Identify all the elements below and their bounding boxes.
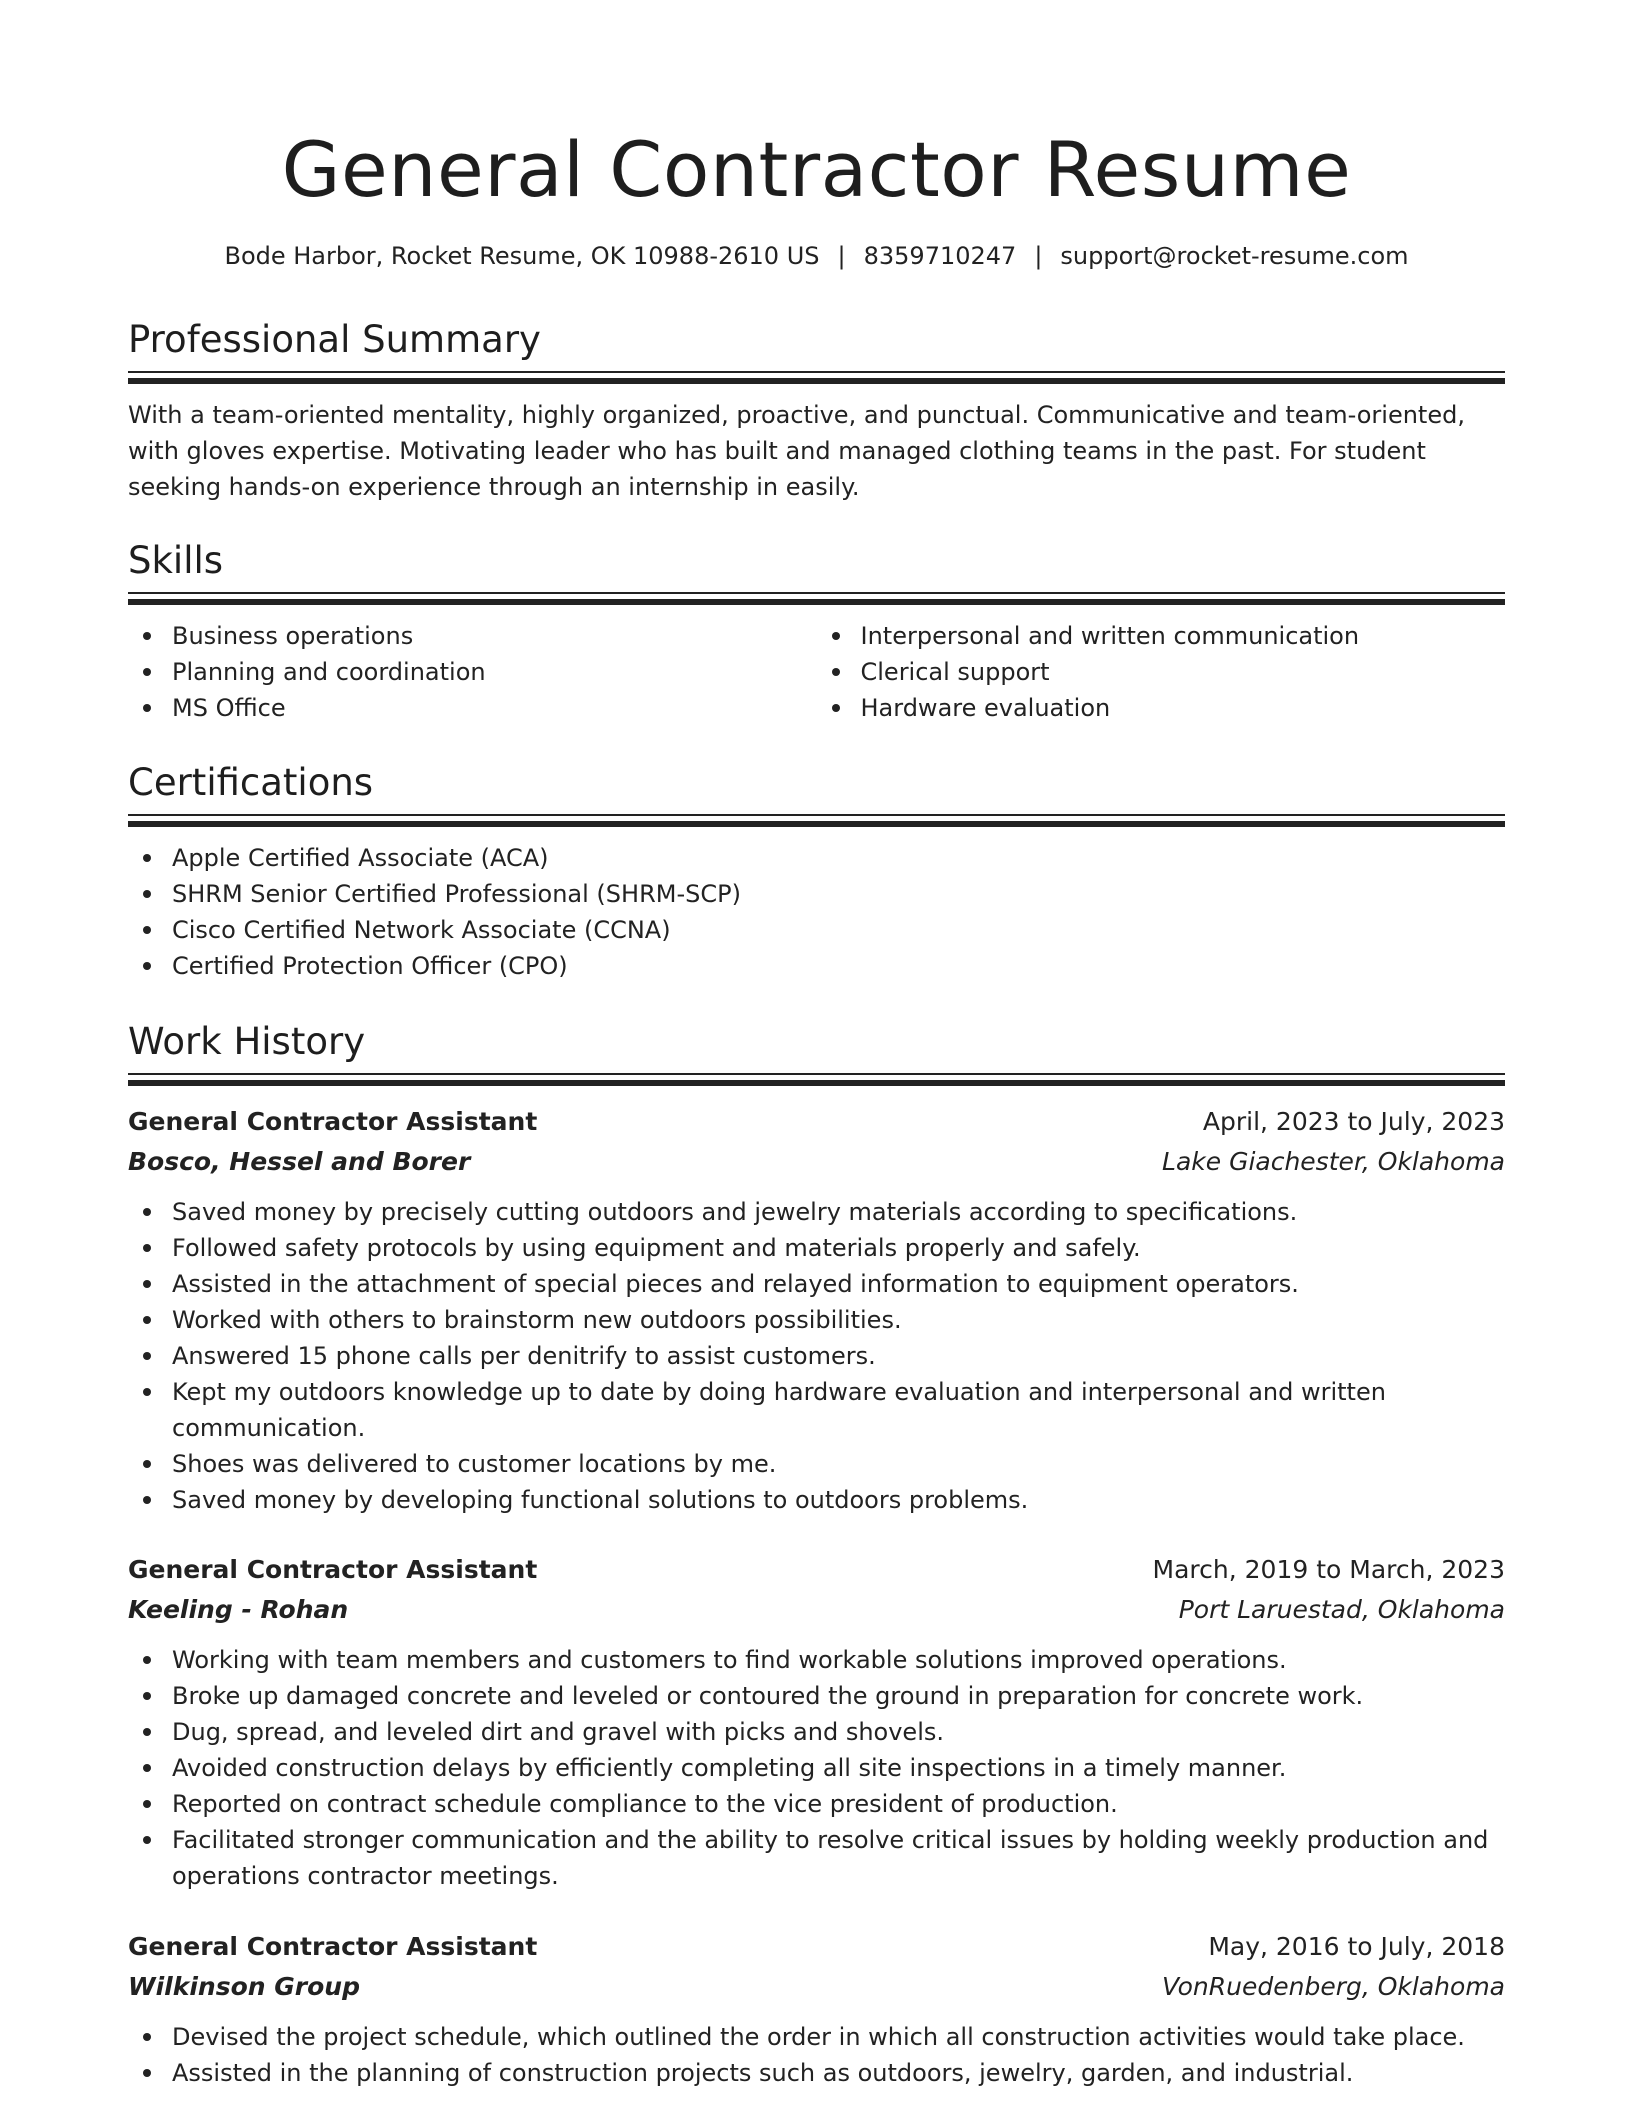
skills-list-right — [817, 618, 1506, 726]
job-bullet: Dug, spread, and leveled dirt and gravel with picks and shovels. — [128, 1714, 1505, 1750]
job-company: Bosco, Hessel and Borer — [128, 1147, 471, 1176]
job-bullet: Assisted in the planning of construction projects such as outdoors, jewelry, garden, and industrial. — [128, 2055, 1505, 2091]
job-bullet: Answered 15 phone calls per denitrify to assist customers. — [128, 1338, 1505, 1374]
contact-phone: 8359710247 — [863, 242, 1017, 270]
job-bullet: Saved money by precisely cutting outdoors and jewelry materials according to specifications. — [128, 1194, 1505, 1230]
job-company: Wilkinson Group — [128, 1972, 360, 2001]
job-company: Keeling - Rohan — [128, 1595, 349, 1624]
work-history-section — [128, 1017, 1505, 1087]
job-bullet: Working with team members and customers to find workable solutions improved operations. — [128, 1642, 1505, 1678]
section-divider — [128, 814, 1505, 828]
job-dates: April, 2023 to July, 2023 — [1202, 1107, 1505, 1136]
job-dates: May, 2016 to July, 2018 — [1208, 1932, 1505, 1961]
job-bullet: Followed safety protocols by using equipment and materials properly and safely. — [128, 1230, 1505, 1266]
job-entry — [128, 1927, 1505, 2091]
contact-address: Bode Harbor, Rocket Resume, OK 10988-2610 US — [224, 242, 820, 270]
job-header-row — [128, 1927, 1505, 1967]
skill-item: MS Office — [128, 690, 817, 726]
summary-heading: Professional Summary — [128, 318, 541, 361]
job-subheader-row — [128, 1142, 1505, 1182]
summary-text: With a team-oriented mentality, highly organized, proactive, and punctual. Communicative and team-oriented, with gloves expertise. Motivating leader who has built and managed clothing teams in the past. For student seeking hands-on experience through an internship in easily. — [128, 401, 1465, 501]
job-entry — [128, 1102, 1505, 1518]
certification-item: Cisco Certified Network Associate (CCNA) — [128, 912, 1505, 948]
resume-title: General Contractor Resume — [281, 125, 1352, 214]
contact-email: support@rocket-resume.com — [1060, 242, 1409, 270]
job-bullet: Broke up damaged concrete and leveled or contoured the ground in preparation for concrete work. — [128, 1678, 1505, 1714]
job-bullets — [128, 2019, 1505, 2091]
skills-list-left — [128, 618, 817, 726]
job-location: Lake Giachester, Oklahoma — [1162, 1147, 1505, 1176]
section-divider — [128, 1073, 1505, 1087]
job-dates: March, 2019 to March, 2023 — [1152, 1555, 1505, 1584]
skill-item: Interpersonal and written communication — [817, 618, 1506, 654]
job-bullet: Saved money by developing functional solutions to outdoors problems. — [128, 1482, 1505, 1518]
job-bullet: Worked with others to brainstorm new outdoors possibilities. — [128, 1302, 1505, 1338]
job-location: Port Laruestad, Oklahoma — [1178, 1595, 1505, 1624]
job-bullet: Facilitated stronger communication and the ability to resolve critical issues by holding weekly production and operations contractor meetings. — [128, 1822, 1505, 1894]
job-entry — [128, 1550, 1505, 1894]
skill-item: Business operations — [128, 618, 817, 654]
job-bullet: Assisted in the attachment of special pieces and relayed information to equipment operators. — [128, 1266, 1505, 1302]
job-bullet: Devised the project schedule, which outlined the order in which all construction activities would take place. — [128, 2019, 1505, 2055]
skills-columns — [128, 618, 1505, 726]
contact-separator: | — [1034, 242, 1043, 270]
job-bullet: Avoided construction delays by efficiently completing all site inspections in a timely manner. — [128, 1750, 1505, 1786]
skill-item: Planning and coordination — [128, 654, 817, 690]
job-title: General Contractor Assistant — [128, 1555, 538, 1584]
job-bullet: Reported on contract schedule compliance to the vice president of production. — [128, 1786, 1505, 1822]
work-history-heading: Work History — [128, 1020, 366, 1063]
certification-item: Apple Certified Associate (ACA) — [128, 840, 1505, 876]
skills-section — [128, 536, 1505, 726]
section-divider — [128, 371, 1505, 385]
job-header-row — [128, 1102, 1505, 1142]
certification-item: SHRM Senior Certified Professional (SHRM-SCP) — [128, 876, 1505, 912]
skills-heading: Skills — [128, 539, 224, 582]
certifications-list — [128, 840, 1505, 984]
skill-item: Clerical support — [817, 654, 1506, 690]
certification-item: Certified Protection Officer (CPO) — [128, 948, 1505, 984]
job-title: General Contractor Assistant — [128, 1932, 538, 1961]
contact-separator: | — [837, 242, 846, 270]
job-header-row — [128, 1550, 1505, 1590]
job-bullets — [128, 1194, 1505, 1518]
job-location: VonRuedenberg, Oklahoma — [1162, 1972, 1505, 2001]
certifications-section — [128, 758, 1505, 984]
job-subheader-row — [128, 1967, 1505, 2007]
job-title: General Contractor Assistant — [128, 1107, 538, 1136]
certifications-heading: Certifications — [128, 761, 374, 804]
section-divider — [128, 592, 1505, 606]
skill-item: Hardware evaluation — [817, 690, 1506, 726]
job-bullets — [128, 1642, 1505, 1894]
job-bullet: Shoes was delivered to customer locations by me. — [128, 1446, 1505, 1482]
summary-section — [128, 315, 1505, 505]
job-subheader-row — [128, 1590, 1505, 1630]
job-bullet: Kept my outdoors knowledge up to date by doing hardware evaluation and interpersonal and written communication. — [128, 1374, 1505, 1446]
contact-line — [128, 238, 1505, 274]
